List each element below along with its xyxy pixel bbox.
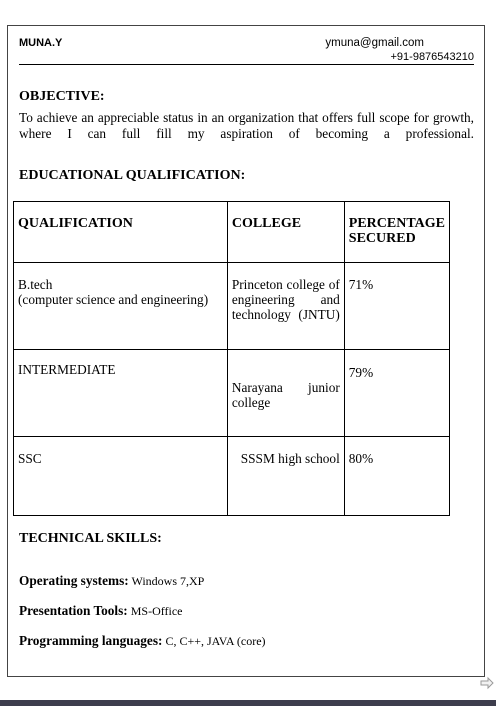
page-turn-arrow-icon[interactable] [480,676,494,690]
column-header-percentage: PERCENTAGE SECURED [344,202,449,263]
college-cell: SSSM high school [227,437,344,516]
skill-value: Windows 7,XP [131,574,205,588]
phone-number: +91-9876543210 [390,51,474,63]
skill-operating-systems [19,573,204,589]
qualification-cell [14,350,228,437]
qualification-degree: SSC [18,451,42,466]
column-header-college: COLLEGE [227,202,344,263]
table-row [14,437,450,516]
table-row [14,263,450,350]
skills-heading: TECHNICAL SKILLS: [19,531,162,546]
column-header-qualification: QUALIFICATION [14,202,228,263]
resume-page [7,25,485,677]
skill-programming-languages [19,633,266,649]
percentage-cell: 71% [344,263,449,350]
email-address: ymuna@gmail.com [325,37,424,49]
percentage-cell: 79% [344,350,449,437]
college-cell: Princeton college of engineering and technology (JNTU) [227,263,344,350]
candidate-name: MUNA.Y [19,37,63,49]
qualification-branch: (computer science and engineering) [18,292,209,307]
bottom-bar [0,700,496,706]
qualification-degree: B.tech [18,277,53,292]
skill-value: C, C++, JAVA (core) [165,634,266,648]
objective-heading: OBJECTIVE: [19,89,105,104]
skill-presentation-tools [19,603,183,619]
header-divider [19,64,474,65]
table-header-row [14,202,450,263]
skill-label: Operating systems: [19,573,129,588]
qualification-degree: INTERMEDIATE [18,362,116,377]
percentage-cell: 80% [344,437,449,516]
qualification-cell [14,437,228,516]
college-cell: Narayana junior college [227,350,344,437]
table-row [14,350,450,437]
skill-label: Programming languages: [19,633,163,648]
education-heading: EDUCATIONAL QUALIFICATION: [19,168,246,183]
qualification-cell [14,263,228,350]
skill-value: MS-Office [130,604,183,618]
objective-text: To achieve an appreciable status in an organization that offers full scope for growth, where I can full fill my aspiration of becoming a professional. [19,110,474,141]
education-table [13,201,450,516]
skill-label: Presentation Tools: [19,603,128,618]
